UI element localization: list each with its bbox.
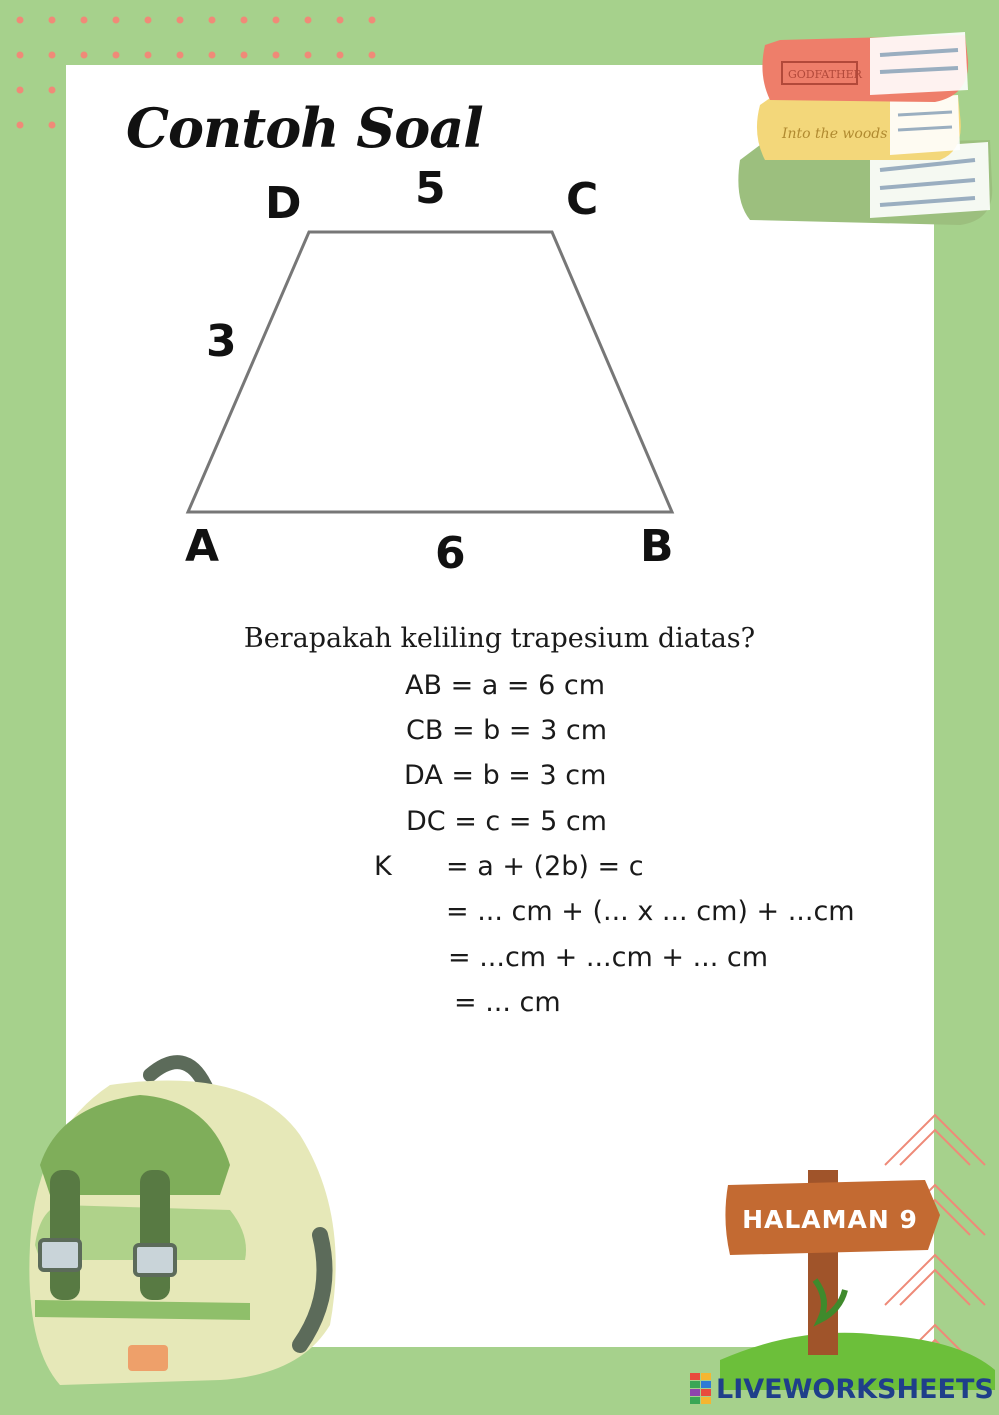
question-text: Berapakah keliling trapesium diatas? [243,623,756,654]
formula-line-3: = ...cm + ...cm + ... cm [448,942,769,973]
vertex-label-a: A [185,521,220,572]
formula-line-2: = ... cm + (... x ... cm) + ...cm [446,896,855,927]
trapezoid-shape [188,232,672,512]
page-number-sign: HALAMAN 9 [742,1205,918,1234]
live-badge-icon [690,1373,712,1405]
side-label-top: 5 [415,163,446,214]
perimeter-symbol: K [374,851,392,882]
page-title: Contoh Soal [126,96,483,160]
book-title-1: GODFATHER [788,68,862,81]
vertex-label-d: D [265,178,302,229]
formula-line-1: = a + (2b) = c [446,851,644,882]
side-ab-line: AB = a = 6 cm [405,670,606,701]
book-title-2: Into the woods [782,126,888,142]
liveworksheets-logo [690,1372,994,1406]
formula-line-4: = ... cm [454,987,561,1018]
backpack-illustration [0,1045,360,1400]
side-label-bottom: 6 [435,528,466,579]
vertex-label-b: B [640,521,674,572]
side-dc-line: DC = c = 5 cm [406,806,607,837]
side-cb-line: CB = b = 3 cm [406,715,607,746]
side-da-line: DA = b = 3 cm [404,760,607,791]
trapezoid-figure [0,0,999,620]
brand-name: LIVEWORKSHEETS [716,1373,994,1405]
page-sign-illustration [720,1160,999,1390]
vertex-label-c: C [566,174,599,225]
side-label-left: 3 [206,316,237,367]
